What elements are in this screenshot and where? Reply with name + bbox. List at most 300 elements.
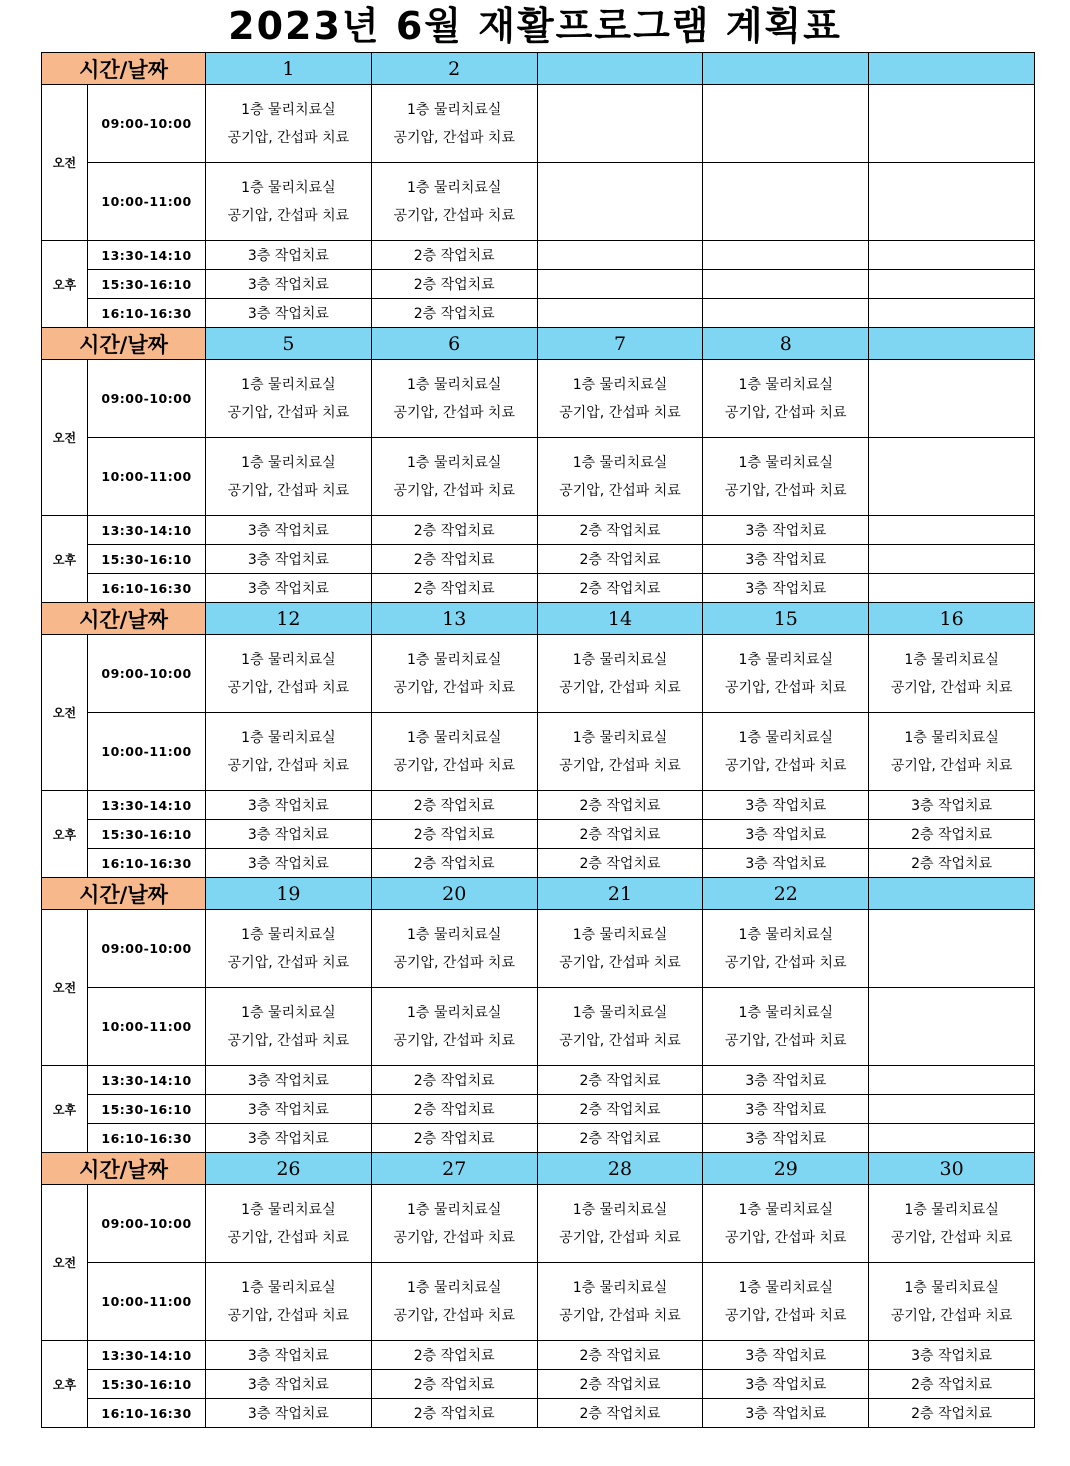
cell-treatment: 공기압, 간섭파 치료 bbox=[227, 404, 350, 421]
cell-location: 1층 물리치료실 bbox=[738, 1004, 834, 1021]
day-header: 12 bbox=[206, 603, 372, 635]
morning-row bbox=[42, 635, 1035, 713]
schedule-cell bbox=[371, 163, 537, 241]
week-header-row bbox=[42, 878, 1035, 910]
schedule-cell: 2층 작업치료 bbox=[537, 1095, 703, 1124]
schedule-cell bbox=[206, 713, 372, 791]
cell-location: 1층 물리치료실 bbox=[406, 926, 502, 943]
cell-treatment: 공기압, 간섭파 치료 bbox=[725, 482, 847, 499]
cell-location: 1층 물리치료실 bbox=[241, 926, 336, 943]
schedule-cell: 3층 작업치료 bbox=[206, 1341, 372, 1370]
cell-location: 1층 물리치료실 bbox=[241, 729, 336, 746]
day-header: 6 bbox=[371, 328, 537, 360]
afternoon-row bbox=[42, 1066, 1035, 1095]
cell-location: 1층 물리치료실 bbox=[406, 376, 502, 393]
day-header: 27 bbox=[371, 1153, 537, 1185]
afternoon-row bbox=[42, 1341, 1035, 1370]
week-header-row bbox=[42, 53, 1035, 85]
schedule-cell bbox=[869, 1185, 1035, 1263]
day-header: 8 bbox=[703, 328, 869, 360]
cell-location: 1층 물리치료실 bbox=[572, 376, 668, 393]
day-header: 16 bbox=[869, 603, 1035, 635]
time-slot: 10:00-11:00 bbox=[88, 438, 206, 516]
schedule-cell: 3층 작업치료 bbox=[703, 1341, 869, 1370]
cell-treatment: 공기압, 간섭파 치료 bbox=[393, 757, 515, 774]
cell-location: 1층 물리치료실 bbox=[738, 729, 834, 746]
morning-row bbox=[42, 85, 1035, 163]
time-slot: 09:00-10:00 bbox=[88, 910, 206, 988]
schedule-cell bbox=[371, 635, 537, 713]
schedule-cell bbox=[206, 438, 372, 516]
schedule-cell bbox=[703, 163, 869, 241]
cell-treatment: 공기압, 간섭파 치료 bbox=[393, 129, 515, 146]
schedule-cell bbox=[537, 163, 703, 241]
schedule-cell: 3층 작업치료 bbox=[206, 1370, 372, 1399]
cell-treatment: 공기압, 간섭파 치료 bbox=[393, 1032, 515, 1049]
cell-location: 1층 물리치료실 bbox=[406, 729, 502, 746]
schedule-cell: 3층 작업치료 bbox=[869, 1341, 1035, 1370]
schedule-cell: 2층 작업치료 bbox=[869, 1370, 1035, 1399]
cell-location: 1층 물리치료실 bbox=[241, 1004, 336, 1021]
afternoon-row bbox=[42, 1124, 1035, 1153]
cell-treatment: 공기압, 간섭파 치료 bbox=[559, 954, 681, 971]
schedule-cell bbox=[371, 360, 537, 438]
time-slot: 09:00-10:00 bbox=[88, 360, 206, 438]
schedule-cell: 3층 작업치료 bbox=[206, 1095, 372, 1124]
schedule-cell bbox=[703, 1263, 869, 1341]
day-header: 19 bbox=[206, 878, 372, 910]
schedule-cell: 3층 작업치료 bbox=[703, 1066, 869, 1095]
schedule-cell bbox=[537, 299, 703, 328]
morning-row bbox=[42, 713, 1035, 791]
schedule-cell bbox=[703, 988, 869, 1066]
schedule-cell bbox=[206, 1185, 372, 1263]
cell-treatment: 공기압, 간섭파 치료 bbox=[227, 1032, 350, 1049]
schedule-cell: 2층 작업치료 bbox=[371, 849, 537, 878]
time-slot: 16:10-16:30 bbox=[88, 574, 206, 603]
cell-location: 1층 물리치료실 bbox=[406, 1279, 502, 1296]
time-slot: 10:00-11:00 bbox=[88, 1263, 206, 1341]
schedule-cell: 3층 작업치료 bbox=[206, 545, 372, 574]
cell-treatment: 공기압, 간섭파 치료 bbox=[725, 1307, 847, 1324]
schedule-cell bbox=[869, 545, 1035, 574]
afternoon-row bbox=[42, 545, 1035, 574]
page-title: 2023년 6월 재활프로그램 계획표 bbox=[228, 4, 842, 48]
cell-treatment: 공기압, 간섭파 치료 bbox=[559, 1307, 681, 1324]
schedule-cell: 3층 작업치료 bbox=[869, 791, 1035, 820]
schedule-cell bbox=[703, 241, 869, 270]
schedule-cell: 3층 작업치료 bbox=[703, 849, 869, 878]
afternoon-row bbox=[42, 1370, 1035, 1399]
cell-location: 1층 물리치료실 bbox=[241, 179, 336, 196]
time-slot: 10:00-11:00 bbox=[88, 988, 206, 1066]
schedule-cell: 2층 작업치료 bbox=[869, 1399, 1035, 1428]
day-header bbox=[869, 878, 1035, 910]
time-slot: 09:00-10:00 bbox=[88, 85, 206, 163]
schedule-cell: 2층 작업치료 bbox=[371, 1370, 537, 1399]
cell-treatment: 공기압, 간섭파 치료 bbox=[890, 1307, 1013, 1324]
schedule-body bbox=[42, 53, 1035, 1428]
afternoon-row bbox=[42, 516, 1035, 545]
schedule-cell: 2층 작업치료 bbox=[537, 574, 703, 603]
period-afternoon-label: 오후 bbox=[42, 1066, 88, 1153]
cell-treatment: 공기압, 간섭파 치료 bbox=[890, 679, 1013, 696]
schedule-cell: 2층 작업치료 bbox=[371, 299, 537, 328]
time-slot: 13:30-14:10 bbox=[88, 791, 206, 820]
afternoon-row bbox=[42, 299, 1035, 328]
cell-location: 1층 물리치료실 bbox=[572, 1279, 668, 1296]
schedule-cell: 2층 작업치료 bbox=[371, 516, 537, 545]
schedule-cell: 2층 작업치료 bbox=[537, 1341, 703, 1370]
time-slot: 15:30-16:10 bbox=[88, 820, 206, 849]
cell-location: 1층 물리치료실 bbox=[406, 1004, 502, 1021]
schedule-cell: 2층 작업치료 bbox=[371, 791, 537, 820]
day-header: 28 bbox=[537, 1153, 703, 1185]
schedule-cell: 3층 작업치료 bbox=[703, 1095, 869, 1124]
afternoon-row bbox=[42, 1095, 1035, 1124]
cell-location: 1층 물리치료실 bbox=[572, 729, 668, 746]
schedule-cell: 3층 작업치료 bbox=[703, 1399, 869, 1428]
cell-treatment: 공기압, 간섭파 치료 bbox=[890, 1229, 1013, 1246]
day-header: 13 bbox=[371, 603, 537, 635]
schedule-cell bbox=[869, 1124, 1035, 1153]
morning-row bbox=[42, 988, 1035, 1066]
week-header-row bbox=[42, 603, 1035, 635]
schedule-cell bbox=[206, 85, 372, 163]
cell-treatment: 공기압, 간섭파 치료 bbox=[890, 757, 1013, 774]
schedule-cell bbox=[869, 574, 1035, 603]
schedule-cell: 2층 작업치료 bbox=[869, 820, 1035, 849]
cell-treatment: 공기압, 간섭파 치료 bbox=[559, 679, 681, 696]
afternoon-row bbox=[42, 820, 1035, 849]
schedule-cell bbox=[869, 713, 1035, 791]
time-slot: 16:10-16:30 bbox=[88, 849, 206, 878]
cell-treatment: 공기압, 간섭파 치료 bbox=[227, 679, 350, 696]
schedule-cell bbox=[703, 1185, 869, 1263]
day-header: 20 bbox=[371, 878, 537, 910]
schedule-cell bbox=[703, 910, 869, 988]
afternoon-row bbox=[42, 574, 1035, 603]
schedule-cell: 2층 작업치료 bbox=[371, 1066, 537, 1095]
schedule-cell: 2층 작업치료 bbox=[371, 1341, 537, 1370]
schedule-cell bbox=[206, 1263, 372, 1341]
schedule-cell: 3층 작업치료 bbox=[703, 545, 869, 574]
day-header: 14 bbox=[537, 603, 703, 635]
time-date-header: 시간/날짜 bbox=[42, 878, 206, 910]
schedule-cell: 3층 작업치료 bbox=[206, 299, 372, 328]
schedule-cell bbox=[537, 438, 703, 516]
schedule-cell: 3층 작업치료 bbox=[206, 820, 372, 849]
cell-location: 1층 물리치료실 bbox=[406, 101, 502, 118]
schedule-cell bbox=[703, 85, 869, 163]
schedule-cell bbox=[869, 299, 1035, 328]
schedule-cell bbox=[703, 635, 869, 713]
afternoon-row bbox=[42, 270, 1035, 299]
schedule-cell: 2층 작업치료 bbox=[537, 545, 703, 574]
schedule-cell: 3층 작업치료 bbox=[703, 574, 869, 603]
cell-location: 1층 물리치료실 bbox=[241, 651, 336, 668]
day-header bbox=[869, 328, 1035, 360]
schedule-cell: 2층 작업치료 bbox=[371, 1124, 537, 1153]
schedule-cell: 2층 작업치료 bbox=[537, 1124, 703, 1153]
time-slot: 13:30-14:10 bbox=[88, 516, 206, 545]
time-date-header: 시간/날짜 bbox=[42, 603, 206, 635]
cell-location: 1층 물리치료실 bbox=[572, 1004, 668, 1021]
morning-row bbox=[42, 163, 1035, 241]
period-morning-label: 오전 bbox=[42, 910, 88, 1066]
schedule-cell bbox=[869, 910, 1035, 988]
schedule-cell: 3층 작업치료 bbox=[206, 574, 372, 603]
schedule-cell: 3층 작업치료 bbox=[703, 820, 869, 849]
cell-treatment: 공기압, 간섭파 치료 bbox=[393, 1229, 515, 1246]
schedule-cell bbox=[537, 270, 703, 299]
schedule-cell bbox=[371, 1263, 537, 1341]
cell-location: 1층 물리치료실 bbox=[904, 729, 999, 746]
schedule-cell bbox=[869, 270, 1035, 299]
schedule-cell bbox=[537, 713, 703, 791]
schedule-cell bbox=[206, 360, 372, 438]
schedule-cell bbox=[703, 713, 869, 791]
schedule-cell bbox=[869, 163, 1035, 241]
day-header: 1 bbox=[206, 53, 372, 85]
cell-treatment: 공기압, 간섭파 치료 bbox=[559, 757, 681, 774]
time-date-header: 시간/날짜 bbox=[42, 328, 206, 360]
schedule-cell: 3층 작업치료 bbox=[206, 1399, 372, 1428]
day-header: 29 bbox=[703, 1153, 869, 1185]
schedule-cell: 3층 작업치료 bbox=[206, 1124, 372, 1153]
cell-treatment: 공기압, 간섭파 치료 bbox=[725, 1229, 847, 1246]
period-morning-label: 오전 bbox=[42, 85, 88, 241]
day-header bbox=[703, 53, 869, 85]
schedule-cell bbox=[537, 635, 703, 713]
schedule-cell: 2층 작업치료 bbox=[537, 1066, 703, 1095]
time-slot: 16:10-16:30 bbox=[88, 1124, 206, 1153]
schedule-cell bbox=[869, 1263, 1035, 1341]
schedule-cell bbox=[371, 910, 537, 988]
cell-treatment: 공기압, 간섭파 치료 bbox=[725, 679, 847, 696]
time-slot: 10:00-11:00 bbox=[88, 163, 206, 241]
schedule-cell bbox=[869, 635, 1035, 713]
schedule-cell bbox=[537, 910, 703, 988]
schedule-cell: 2층 작업치료 bbox=[537, 791, 703, 820]
cell-location: 1층 물리치료실 bbox=[572, 926, 668, 943]
schedule-cell: 3층 작업치료 bbox=[206, 1066, 372, 1095]
cell-treatment: 공기압, 간섭파 치료 bbox=[227, 954, 350, 971]
schedule-cell: 2층 작업치료 bbox=[371, 270, 537, 299]
cell-treatment: 공기압, 간섭파 치료 bbox=[725, 1032, 847, 1049]
cell-location: 1층 물리치료실 bbox=[406, 454, 502, 471]
cell-treatment: 공기압, 간섭파 치료 bbox=[227, 482, 350, 499]
schedule-cell: 2층 작업치료 bbox=[371, 1399, 537, 1428]
week-header-row bbox=[42, 1153, 1035, 1185]
schedule-cell: 3층 작업치료 bbox=[206, 849, 372, 878]
schedule-cell bbox=[537, 360, 703, 438]
schedule-cell: 2층 작업치료 bbox=[371, 1095, 537, 1124]
schedule-cell: 2층 작업치료 bbox=[537, 1370, 703, 1399]
schedule-cell: 2층 작업치료 bbox=[537, 1399, 703, 1428]
time-slot: 09:00-10:00 bbox=[88, 635, 206, 713]
cell-location: 1층 물리치료실 bbox=[904, 1201, 999, 1218]
schedule-cell: 2층 작업치료 bbox=[371, 545, 537, 574]
cell-treatment: 공기압, 간섭파 치료 bbox=[227, 1307, 350, 1324]
cell-location: 1층 물리치료실 bbox=[904, 651, 999, 668]
schedule-cell: 3층 작업치료 bbox=[206, 241, 372, 270]
schedule-cell bbox=[703, 360, 869, 438]
schedule-cell: 2층 작업치료 bbox=[371, 241, 537, 270]
period-morning-label: 오전 bbox=[42, 1185, 88, 1341]
schedule-cell bbox=[206, 910, 372, 988]
schedule-cell: 2층 작업치료 bbox=[537, 516, 703, 545]
day-header bbox=[869, 53, 1035, 85]
period-morning-label: 오전 bbox=[42, 635, 88, 791]
cell-location: 1층 물리치료실 bbox=[406, 651, 502, 668]
time-slot: 15:30-16:10 bbox=[88, 270, 206, 299]
cell-location: 1층 물리치료실 bbox=[406, 1201, 502, 1218]
morning-row bbox=[42, 438, 1035, 516]
schedule-cell bbox=[537, 85, 703, 163]
time-slot: 16:10-16:30 bbox=[88, 299, 206, 328]
cell-treatment: 공기압, 간섭파 치료 bbox=[227, 1229, 350, 1246]
cell-location: 1층 물리치료실 bbox=[241, 376, 336, 393]
cell-treatment: 공기압, 간섭파 치료 bbox=[725, 757, 847, 774]
schedule-cell: 3층 작업치료 bbox=[206, 791, 372, 820]
afternoon-row bbox=[42, 791, 1035, 820]
schedule-cell bbox=[869, 988, 1035, 1066]
cell-treatment: 공기압, 간섭파 치료 bbox=[393, 482, 515, 499]
cell-treatment: 공기압, 간섭파 치료 bbox=[725, 954, 847, 971]
time-slot: 13:30-14:10 bbox=[88, 1066, 206, 1095]
schedule-cell bbox=[206, 635, 372, 713]
schedule-cell bbox=[537, 1263, 703, 1341]
cell-treatment: 공기압, 간섭파 치료 bbox=[227, 129, 350, 146]
cell-location: 1층 물리치료실 bbox=[572, 454, 668, 471]
cell-location: 1층 물리치료실 bbox=[241, 1201, 336, 1218]
afternoon-row bbox=[42, 241, 1035, 270]
schedule-cell: 2층 작업치료 bbox=[537, 820, 703, 849]
cell-treatment: 공기압, 간섭파 치료 bbox=[725, 404, 847, 421]
schedule-cell bbox=[371, 1185, 537, 1263]
cell-location: 1층 물리치료실 bbox=[241, 1279, 336, 1296]
schedule-cell bbox=[371, 713, 537, 791]
day-header: 22 bbox=[703, 878, 869, 910]
schedule-cell: 3층 작업치료 bbox=[206, 516, 372, 545]
morning-row bbox=[42, 1263, 1035, 1341]
time-slot: 10:00-11:00 bbox=[88, 713, 206, 791]
time-slot: 15:30-16:10 bbox=[88, 1370, 206, 1399]
cell-location: 1층 물리치료실 bbox=[738, 1279, 834, 1296]
cell-treatment: 공기압, 간섭파 치료 bbox=[393, 679, 515, 696]
cell-location: 1층 물리치료실 bbox=[241, 454, 336, 471]
schedule-cell: 3층 작업치료 bbox=[703, 791, 869, 820]
schedule-cell: 2층 작업치료 bbox=[869, 849, 1035, 878]
cell-location: 1층 물리치료실 bbox=[738, 1201, 834, 1218]
schedule-cell: 3층 작업치료 bbox=[703, 516, 869, 545]
day-header bbox=[537, 53, 703, 85]
schedule-cell bbox=[869, 360, 1035, 438]
period-afternoon-label: 오후 bbox=[42, 516, 88, 603]
cell-treatment: 공기압, 간섭파 치료 bbox=[393, 207, 515, 224]
schedule-cell bbox=[869, 85, 1035, 163]
schedule-cell bbox=[703, 299, 869, 328]
morning-row bbox=[42, 1185, 1035, 1263]
morning-row bbox=[42, 360, 1035, 438]
schedule-cell: 3층 작업치료 bbox=[206, 270, 372, 299]
time-slot: 15:30-16:10 bbox=[88, 1095, 206, 1124]
cell-location: 1층 물리치료실 bbox=[738, 376, 834, 393]
day-header: 2 bbox=[371, 53, 537, 85]
schedule-cell bbox=[703, 438, 869, 516]
period-afternoon-label: 오후 bbox=[42, 1341, 88, 1428]
cell-location: 1층 물리치료실 bbox=[241, 101, 336, 118]
schedule-cell bbox=[371, 988, 537, 1066]
cell-treatment: 공기압, 간섭파 치료 bbox=[559, 482, 681, 499]
cell-treatment: 공기압, 간섭파 치료 bbox=[393, 954, 515, 971]
schedule-cell bbox=[537, 1185, 703, 1263]
schedule-cell bbox=[869, 516, 1035, 545]
cell-location: 1층 물리치료실 bbox=[738, 454, 834, 471]
cell-treatment: 공기압, 간섭파 치료 bbox=[559, 404, 681, 421]
period-morning-label: 오전 bbox=[42, 360, 88, 516]
schedule-cell: 3층 작업치료 bbox=[703, 1370, 869, 1399]
time-slot: 16:10-16:30 bbox=[88, 1399, 206, 1428]
schedule-cell bbox=[537, 988, 703, 1066]
day-header: 21 bbox=[537, 878, 703, 910]
cell-treatment: 공기압, 간섭파 치료 bbox=[393, 1307, 515, 1324]
time-date-header: 시간/날짜 bbox=[42, 53, 206, 85]
cell-location: 1층 물리치료실 bbox=[738, 651, 834, 668]
schedule-cell bbox=[869, 1066, 1035, 1095]
period-afternoon-label: 오후 bbox=[42, 791, 88, 878]
time-slot: 13:30-14:10 bbox=[88, 241, 206, 270]
cell-treatment: 공기압, 간섭파 치료 bbox=[227, 757, 350, 774]
day-header: 26 bbox=[206, 1153, 372, 1185]
morning-row bbox=[42, 910, 1035, 988]
cell-treatment: 공기압, 간섭파 치료 bbox=[559, 1229, 681, 1246]
schedule-cell bbox=[206, 163, 372, 241]
schedule-cell bbox=[537, 241, 703, 270]
cell-treatment: 공기압, 간섭파 치료 bbox=[227, 207, 350, 224]
cell-location: 1층 물리치료실 bbox=[904, 1279, 999, 1296]
schedule-cell bbox=[869, 241, 1035, 270]
schedule-cell: 3층 작업치료 bbox=[703, 1124, 869, 1153]
cell-treatment: 공기압, 간섭파 치료 bbox=[393, 404, 515, 421]
afternoon-row bbox=[42, 1399, 1035, 1428]
day-header: 5 bbox=[206, 328, 372, 360]
schedule-cell bbox=[371, 85, 537, 163]
schedule-cell bbox=[206, 988, 372, 1066]
cell-location: 1층 물리치료실 bbox=[572, 651, 668, 668]
day-header: 7 bbox=[537, 328, 703, 360]
week-header-row bbox=[42, 328, 1035, 360]
schedule-table bbox=[41, 52, 1035, 1428]
period-afternoon-label: 오후 bbox=[42, 241, 88, 328]
schedule-cell bbox=[869, 1095, 1035, 1124]
afternoon-row bbox=[42, 849, 1035, 878]
schedule-cell bbox=[703, 270, 869, 299]
schedule-cell bbox=[371, 438, 537, 516]
cell-location: 1층 물리치료실 bbox=[738, 926, 834, 943]
cell-location: 1층 물리치료실 bbox=[572, 1201, 668, 1218]
schedule-cell: 2층 작업치료 bbox=[537, 849, 703, 878]
day-header: 30 bbox=[869, 1153, 1035, 1185]
schedule-cell bbox=[869, 438, 1035, 516]
cell-treatment: 공기압, 간섭파 치료 bbox=[559, 1032, 681, 1049]
time-slot: 15:30-16:10 bbox=[88, 545, 206, 574]
time-slot: 13:30-14:10 bbox=[88, 1341, 206, 1370]
time-date-header: 시간/날짜 bbox=[42, 1153, 206, 1185]
schedule-cell: 2층 작업치료 bbox=[371, 574, 537, 603]
cell-location: 1층 물리치료실 bbox=[406, 179, 502, 196]
